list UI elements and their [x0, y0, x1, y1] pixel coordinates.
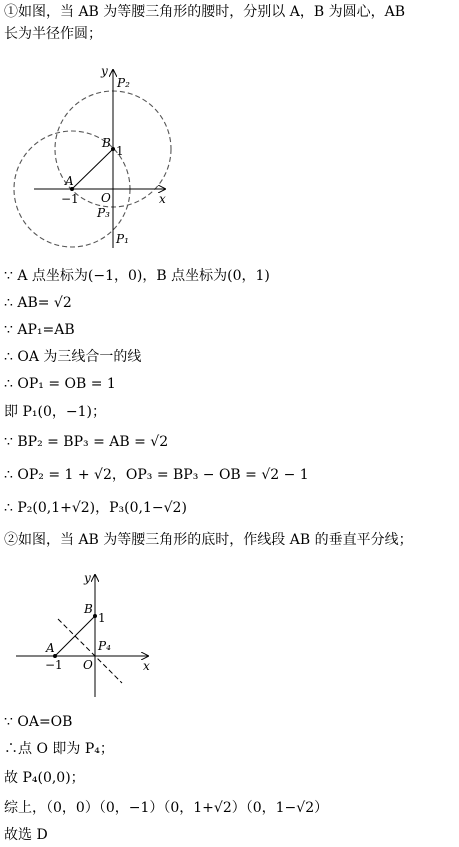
case2-step-2: ∴点 O 即为 P₄； [4, 741, 114, 757]
case1-step-5: ∴ OP₁ = OB = 1 [4, 376, 116, 392]
case1-step-4: ∴ OA 为三线合一的线 [4, 349, 142, 365]
case1-intro-line1: ①如图，当 AB 为等腰三角形的腰时，分别以 A，B 为圆心，AB [4, 4, 405, 20]
perpendicular-bisector [58, 619, 122, 683]
label-o-2: O [83, 658, 93, 672]
case2-step-5: 故选 D [4, 827, 48, 843]
case2-step-1: ∵ OA=OB [4, 714, 73, 730]
label-minus-one-2: −1 [45, 658, 63, 672]
case1-step-1: ∵ A 点坐标为(−1，0)，B 点坐标为(0，1) [4, 268, 270, 284]
label-y-2: y [84, 571, 91, 585]
figure-two-circles-svg [0, 58, 200, 258]
label-p1: P₁ [116, 232, 129, 246]
point-b [111, 147, 115, 151]
label-b-2: B [84, 602, 93, 616]
case1-step-6: 即 P₁(0，−1)； [4, 404, 106, 420]
label-p4: P₄ [98, 639, 111, 653]
label-b: B [102, 136, 111, 150]
case1-intro-line2: 长为半径作圆； [4, 26, 102, 42]
label-y: y [101, 64, 108, 78]
figure-perpendicular-bisector [0, 565, 170, 705]
case2-step-3: 故 P₄(0,0)； [4, 770, 85, 786]
segment-ab [72, 149, 113, 189]
label-p3: P₃ [97, 206, 110, 220]
point-b-2 [93, 614, 97, 618]
label-a: A [65, 174, 74, 188]
label-x-2: x [143, 659, 150, 673]
label-x: x [159, 192, 166, 206]
case1-step-9: ∴ P₂(0,1+√2)，P₃(0,1−√2) [4, 500, 187, 516]
label-one: 1 [116, 144, 124, 158]
label-one-2: 1 [98, 611, 106, 625]
figure-two-circles [0, 58, 200, 258]
label-minus-one: −1 [61, 192, 79, 206]
case1-step-8: ∴ OP₂ = 1 + √2，OP₃ = BP₃ − OB = √2 − 1 [4, 467, 309, 483]
case2-intro: ②如图，当 AB 为等腰三角形的底时，作线段 AB 的垂直平分线； [4, 532, 413, 548]
case1-step-3: ∵ AP₁=AB [4, 322, 75, 338]
case2-step-4: 综上，（0，0）（0，−1）（0，1+√2）（0，1−√2） [4, 800, 329, 816]
label-o: O [101, 191, 111, 205]
label-a-2: A [46, 641, 55, 655]
case1-step-2: ∴ AB= √2 [4, 295, 72, 311]
label-p2: P₂ [117, 76, 130, 90]
figure-perpendicular-bisector-svg [0, 565, 170, 705]
case1-step-7: ∵ BP₂ = BP₃ = AB = √2 [4, 434, 169, 450]
